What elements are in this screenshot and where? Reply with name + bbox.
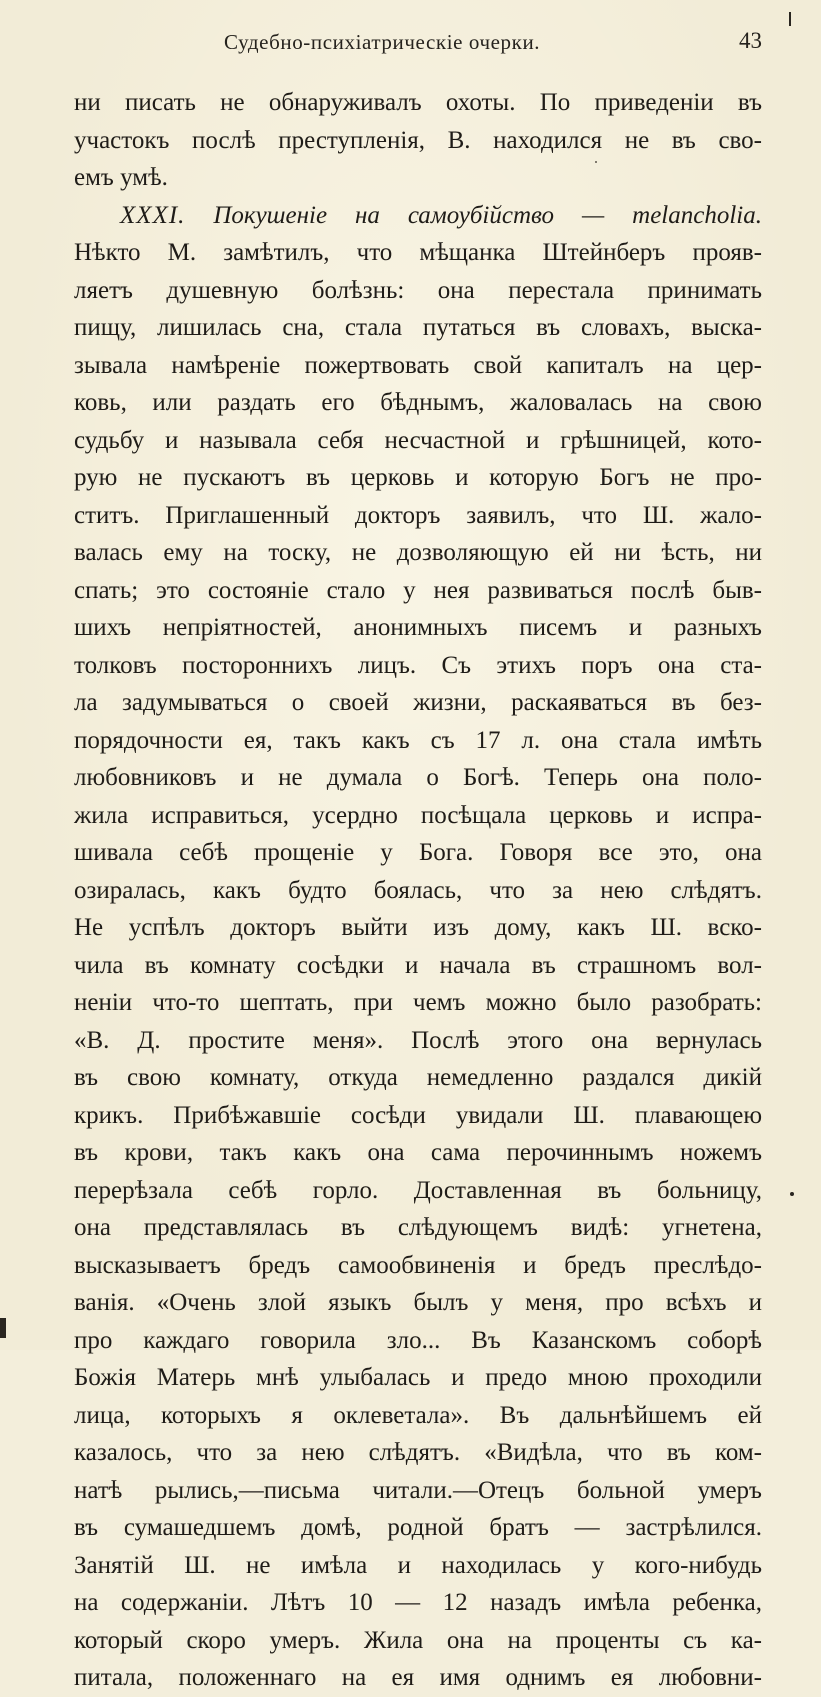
text-line: зывала намѣреніе пожертвовать свой капиталъ на цер-: [74, 351, 762, 379]
text-line: перерѣзала себѣ горло. Доставленная въ больницу,: [74, 1176, 762, 1204]
text-line: казалось, что за нею слѣдятъ. «Видѣла, что въ ком-: [74, 1439, 762, 1466]
body-text: [74, 84, 762, 1697]
text-line: высказываетъ бредъ самообвиненія и бредъ преслѣдо-: [74, 1251, 762, 1279]
text-line: валась ему на тоску, не дозволяющую ей ни ѣсть, ни: [74, 539, 762, 566]
section-title: Покушеніе на самоубійство — melancholia.: [213, 201, 762, 229]
text-line: крикъ. Прибѣжавшіе сосѣди увидали Ш. плавающею: [74, 1101, 762, 1129]
page-number: 43: [739, 28, 762, 53]
page-header: [74, 26, 762, 60]
text-line: судьбу и называла себя несчастной и грѣшницей, кото-: [74, 426, 762, 454]
text-line: Божія Матерь мнѣ улыбалась и предо мною проходили: [74, 1364, 762, 1391]
text-line: шивала себѣ прощеніе у Бога. Говоря все это, она: [74, 839, 762, 866]
running-title: Судебно-психіатрическіе очерки.: [224, 30, 541, 54]
text-line: въ крови, такъ какъ она сама перочиннымъ ножемъ: [74, 1139, 762, 1166]
text-line: Нѣкто М. замѣтилъ, что мѣщанка Штейнберъ прояв-: [74, 239, 762, 266]
text-line: питала, положеннаго на ея имя однимъ ея любовни-: [74, 1664, 762, 1691]
text-line: ванія. «Очень злой языкъ былъ у меня, про всѣхъ и: [74, 1289, 762, 1316]
text-line: рую не пускаютъ въ церковь и которую Богъ не про-: [74, 464, 762, 491]
text-line: ни писать не обнаруживалъ охоты. По приведеніи въ: [74, 89, 762, 116]
text-line: на содержаніи. Лѣтъ 10 — 12 назадъ имѣла ребенка,: [74, 1589, 762, 1616]
text-line: ститъ. Приглашенный докторъ заявилъ, что Ш. жало-: [74, 501, 762, 529]
text-line: емъ умѣ.: [74, 164, 168, 191]
print-speck: [790, 1192, 794, 1196]
text-line: Занятій Ш. не имѣла и находилась у кого-нибудь: [74, 1551, 762, 1579]
section-heading: [74, 197, 762, 235]
binding-mark: [0, 1318, 6, 1338]
text-line: натѣ рылись,—письма читали.—Отецъ больной умеръ: [74, 1476, 762, 1504]
text-line: лица, которыхъ я оклеветала». Въ дальнѣйшемъ ей: [74, 1401, 762, 1429]
text-line: ляетъ душевную болѣзнь: она перестала принимать: [74, 276, 762, 304]
text-line: озиралась, какъ будто боялась, что за нею слѣдятъ.: [74, 876, 762, 904]
text-line: который скоро умеръ. Жила она на проценты съ ка-: [74, 1626, 762, 1654]
text-line: ла задумываться о своей жизни, раскаяваться въ без-: [74, 689, 762, 716]
text-line: толковъ постороннихъ лицъ. Съ этихъ поръ она ста-: [74, 651, 762, 679]
text-line: Не успѣлъ докторъ выйти изъ дому, какъ Ш. вско-: [74, 914, 762, 941]
text-line: участокъ послѣ преступленія, В. находился не въ сво-: [74, 126, 762, 154]
text-line: спать; это состояніе стало у нея развиваться послѣ быв-: [74, 576, 762, 604]
text-line: пищу, лишилась сна, стала путаться въ словахъ, выска-: [74, 314, 762, 341]
text-line: про каждаго говорила зло... Въ Казанскомъ соборѣ: [74, 1326, 762, 1354]
section-number: XXXI.: [120, 201, 186, 229]
print-mark: [789, 12, 791, 26]
text-line: шихъ непріятностей, анонимныхъ писемъ и разныхъ: [74, 614, 762, 641]
print-speck: [595, 161, 597, 163]
text-line: она представлялась въ слѣдующемъ видѣ: угнетена,: [74, 1214, 762, 1241]
text-line: въ свою комнату, откуда немедленно раздался дикій: [74, 1064, 762, 1091]
text-line: неніи что-то шептать, при чемъ можно было разобрать:: [74, 989, 762, 1016]
text-line: ковь, или раздать его бѣднымъ, жаловалась на свою: [74, 389, 762, 416]
text-line: чила въ комнату сосѣдки и начала въ страшномъ вол-: [74, 951, 762, 979]
text-line: жила исправиться, усердно посѣщала церковь и испра-: [74, 801, 762, 829]
text-line: порядочности ея, такъ какъ съ 17 л. она стала имѣть: [74, 726, 762, 754]
text-line: въ сумашедшемъ домѣ, родной братъ — застрѣлился.: [74, 1514, 762, 1541]
text-line: любовниковъ и не думала о Богѣ. Теперь она поло-: [74, 764, 762, 791]
text-line: «В. Д. простите меня». Послѣ этого она вернулась: [74, 1026, 762, 1054]
